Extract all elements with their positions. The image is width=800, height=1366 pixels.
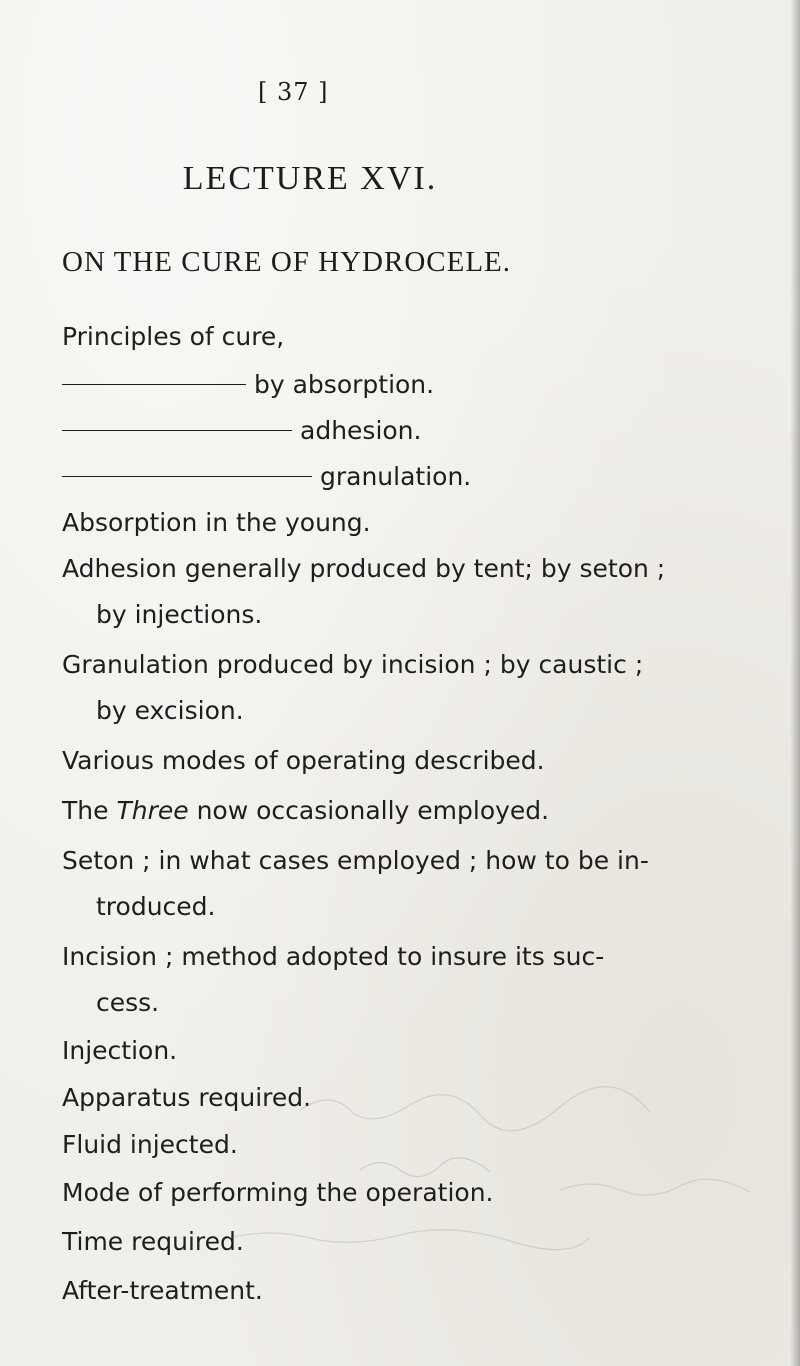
- injection-line: Injection.: [62, 1036, 178, 1065]
- adhesion-line: [62, 416, 421, 445]
- three-line: [62, 796, 549, 825]
- after-treatment-line: After-treatment.: [62, 1276, 263, 1305]
- pencil-scribble: [360, 1158, 490, 1177]
- by-injections-line: by injections.: [96, 600, 263, 629]
- lecture-subtitle: ON THE CURE OF HYDROCELE.: [62, 246, 511, 278]
- three-prefix: The: [62, 796, 109, 825]
- adhesion-text: adhesion.: [300, 416, 422, 445]
- seton-introduced-line: troduced.: [96, 892, 216, 921]
- pencil-scribble: [560, 1179, 750, 1195]
- incision-cess-line: cess.: [96, 988, 160, 1017]
- fluid-line: Fluid injected.: [62, 1130, 238, 1159]
- seton-line: Seton ; in what cases employed ; how to be in-: [62, 846, 649, 875]
- principles-line: Principles of cure,: [62, 322, 285, 351]
- leader-dash: [62, 476, 312, 477]
- by-absorption-line: [62, 370, 434, 399]
- granulation-text: granulation.: [320, 462, 472, 491]
- by-excision-line: by excision.: [96, 696, 244, 725]
- various-modes-line: Various modes of operating described.: [62, 746, 545, 775]
- page-number: [ 37 ]: [258, 78, 329, 106]
- apparatus-line: Apparatus required.: [62, 1083, 312, 1112]
- granulation-produced-line: Granulation produced by incision ; by caustic ;: [62, 650, 644, 679]
- pencil-scribble: [300, 1087, 650, 1131]
- leader-dash: [62, 430, 292, 431]
- page-edge-shadow: [790, 0, 800, 1366]
- pencil-scribble: [230, 1230, 590, 1250]
- adhesion-generally-line: Adhesion generally produced by tent; by seton ;: [62, 554, 666, 583]
- granulation-line: [62, 462, 471, 491]
- by-absorption-text: by absorption.: [254, 370, 435, 399]
- incision-line: Incision ; method adopted to insure its suc-: [62, 942, 605, 971]
- absorption-young-line: Absorption in the young.: [62, 508, 371, 537]
- lecture-title: LECTURE XVI.: [182, 160, 438, 197]
- three-italic: Three: [116, 796, 189, 825]
- mode-line: Mode of performing the operation.: [62, 1178, 494, 1207]
- leader-dash: [62, 384, 246, 385]
- three-suffix: now occasionally employed.: [196, 796, 550, 825]
- time-line: Time required.: [62, 1227, 244, 1256]
